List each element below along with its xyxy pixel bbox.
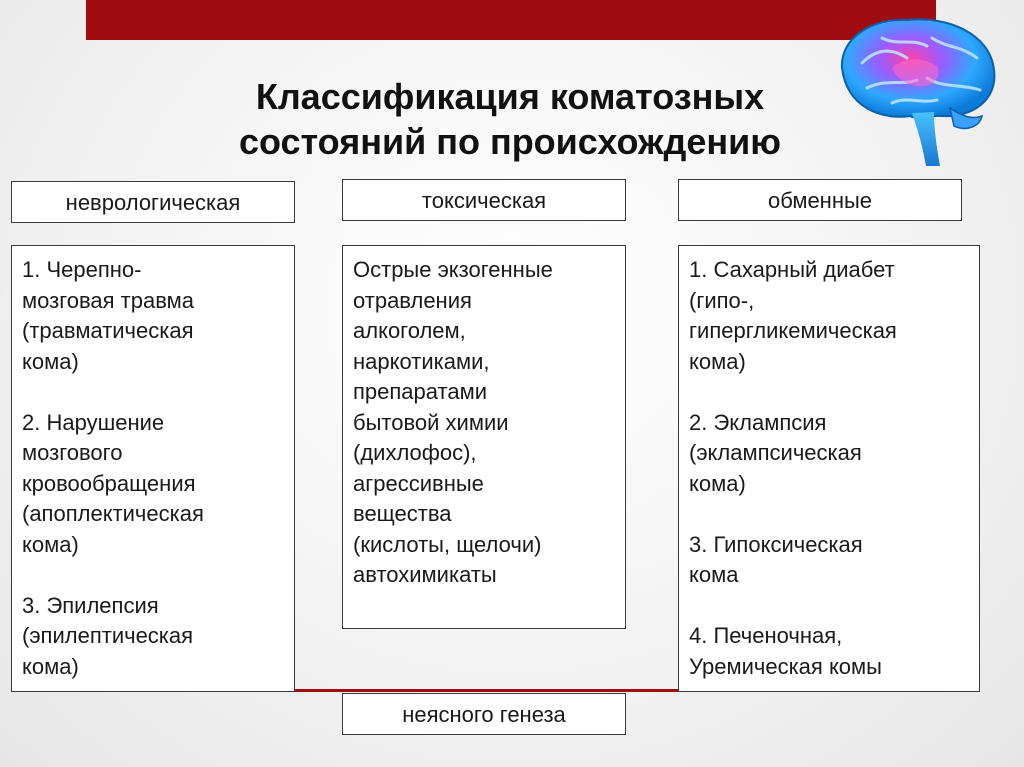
slide-title: Классификация коматозных состояний по происхождению [238,76,782,162]
category-header-neurological [11,181,295,223]
list-item: 3. Гипоксическая кома [689,531,863,587]
list-item: Острые экзогенные отравления алкоголем, наркотиками, препаратами бытовой химии (дихлофос), агрессивные вещества (кислоты, щелочи) автохимикаты [353,257,553,587]
list-item: 4. Печеночная, Уремическая комы [689,623,882,679]
category-label: обменные [767,188,873,213]
category-content-toxic [342,245,626,629]
list-item: 1. Сахарный диабет (гипо-, гипергликемическая кома) [689,257,897,374]
category-header-metabolic [678,179,962,221]
brain-icon [822,8,1002,173]
top-accent-bar [86,0,936,40]
list-item: 3. Эпилепсия (эпилептическая кома) [22,592,194,679]
category-label: неясного генеза [402,702,566,727]
list-item: 2. Эклампсия (эклампсическая кома) [689,409,862,496]
category-label: токсическая [421,188,547,213]
category-label: неврологическая [65,190,241,215]
category-header-unknown-genesis [342,693,626,735]
category-content-neurological [11,245,295,692]
list-item: 1. Черепно- мозговая травма (травматическая кома) [22,257,195,374]
category-header-toxic [342,179,626,221]
list-item: 2. Нарушение мозгового кровообращения (апоплектическая кома) [22,409,204,557]
category-content-metabolic [678,245,980,692]
